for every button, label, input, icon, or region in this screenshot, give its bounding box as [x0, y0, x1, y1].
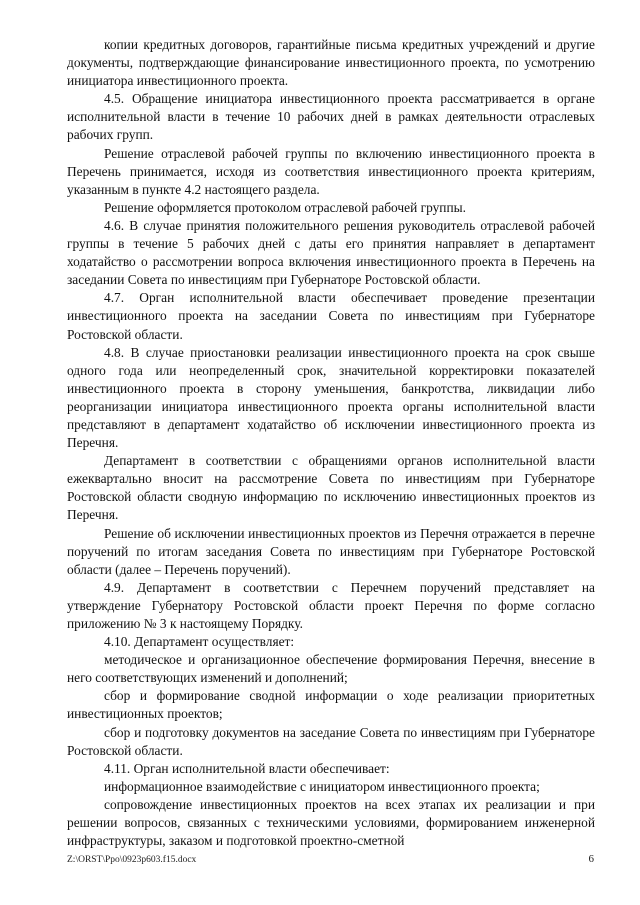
paragraph-4-5: 4.5. Обращение инициатора инвестиционного проекта рассматривается в органе исполнительной власти в течение 10 рабочих дней в рамках деятельности отраслевых рабочих групп.	[67, 91, 595, 143]
paragraph-methodical-support: методическое и организационное обеспечение формирования Перечня, внесение в него соответствующих изменений и дополнений;	[67, 652, 595, 686]
footer-file-path: Z:\ORST\Ppo\0923p603.f15.docx	[67, 855, 197, 865]
paragraph-exclusion-decision: Решение об исключении инвестиционных проектов из Перечня отражается в перечне поручений по итогам заседания Совета по инвестициям при Губернаторе Ростовской области (далее – Перечень поручений).	[67, 525, 595, 577]
paragraph-project-support: сопровождение инвестиционных проектов на всех этапах их реализации и при решении вопросов, связанных с техническими условиями, формированием инженерной инфраструктуры, заказом и подготовкой проектно-сметной	[67, 796, 595, 849]
paragraph-working-group-decision: Решение отраслевой рабочей группы по включению инвестиционного проекта в Перечень принимается, исходя из соответствия инвестиционного проекта критериям, указанным в пункте 4.2 настоящего раздела.	[67, 145, 595, 197]
paragraph-quarterly-info: Департамент в соответствии с обращениями органов исполнительной власти ежеквартально вносит на рассмотрение Совета по инвестициям при Губернаторе Ростовской области сводную информацию по исключению инвестиционных проектов из Перечня.	[67, 453, 595, 523]
paragraph-4-8: 4.8. В случае приостановки реализации инвестиционного проекта на срок свыше одного года или неопределенный срок, значительной корректировки показателей инвестиционного проекта в сторону уменьшения, банкротства, ликвидации либо реорганизации инициатора инвестиционного проекта органы исполнительной власти представляют в департамент ходатайство об исключении инвестиционного проекта из Перечня.	[67, 344, 595, 451]
page-number: 6	[588, 853, 594, 865]
paragraph-4-11: 4.11. Орган исполнительной власти обеспечивает:	[104, 760, 390, 776]
paragraph-4-9: 4.9. Департамент в соответствии с Перечнем поручений представляет на утверждение Губернатору Ростовской области проект Перечня по форме согласно приложению № 3 к настоящему Порядку.	[67, 579, 595, 631]
paragraph-4-10: 4.10. Департамент осуществляет:	[104, 634, 295, 650]
paragraph-summary-collection: сбор и формирование сводной информации о ходе реализации приоритетных инвестиционных проектов;	[67, 688, 595, 722]
paragraph-protocol: Решение оформляется протоколом отраслевой рабочей группы.	[104, 199, 466, 215]
paragraph-credit-documents: копии кредитных договоров, гарантийные письма кредитных учреждений и другие документы, подтверждающие финансирование инвестиционного проекта, по усмотрению инициатора инвестиционного проекта.	[67, 37, 595, 89]
document-body	[67, 36, 595, 850]
paragraph-information-interaction: информационное взаимодействие с инициатором инвестиционного проекта;	[104, 778, 540, 794]
paragraph-4-6: 4.6. В случае принятия положительного решения руководитель отраслевой рабочей группы в течение 5 рабочих дней с даты его принятия направляет в департамент ходатайство о рассмотрении вопроса включения инвестиционного проекта в Перечень на заседании Совета по инвестициям при Губернаторе Ростовской области.	[67, 217, 595, 288]
paragraph-documents-preparation: сбор и подготовку документов на заседание Совета по инвестициям при Губернаторе Ростовской области.	[67, 724, 595, 758]
paragraph-4-7: 4.7. Орган исполнительной власти обеспечивает проведение презентации инвестиционного проекта на заседании Совета по инвестициям при Губернаторе Ростовской области.	[67, 290, 595, 342]
